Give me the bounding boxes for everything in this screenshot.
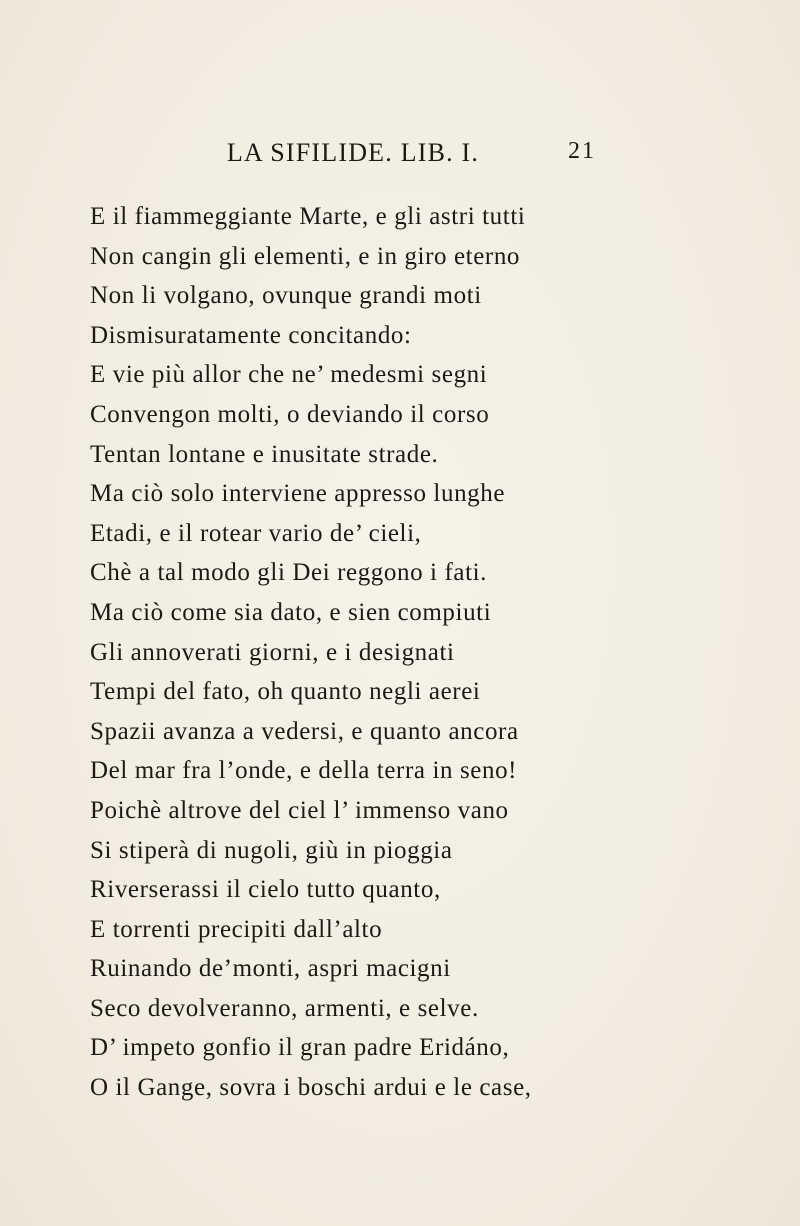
verse-line: Riverserassi il cielo tutto quanto, (90, 876, 441, 904)
verse-line: D’ impeto gonfio il gran padre Eridáno, (90, 1034, 510, 1062)
verse-line: O il Gange, sovra i boschi ardui e le case, (90, 1074, 532, 1102)
verse-line: Ma ciò solo interviene appresso lunghe (90, 480, 506, 508)
verse-line: E vie più allor che ne’ medesmi segni (90, 361, 488, 389)
verse-line: Gli annoverati giorni, e i designati (90, 638, 455, 666)
verse-line: Poichè altrove del ciel l’ immenso vano (90, 796, 509, 824)
verse-line: Tempi del fato, oh quanto negli aerei (90, 678, 481, 706)
verse-line: Convengon molti, o deviando il corso (90, 400, 490, 428)
verse-line: Del mar fra l’onde, e della terra in seno! (90, 757, 518, 785)
verse-line: E il fiammeggiante Marte, e gli astri tutti (90, 203, 526, 230)
verse-line: Non cangin gli elementi, e in giro eterno (90, 242, 521, 270)
running-title: LA SIFILIDE. LIB. I. (226, 138, 480, 167)
poem-text (90, 197, 780, 1108)
verse-line: Etadi, e il rotear vario de’ cieli, (90, 519, 422, 547)
verse-line: E torrenti precipiti dall’alto (90, 915, 383, 943)
verse-line: Chè a tal modo gli Dei reggono i fati. (90, 559, 488, 587)
verse-line: Spazii avanza a vedersi, e quanto ancora (90, 717, 519, 745)
verse-line: Si stiperà di nugoli, giù in pioggia (90, 836, 453, 864)
verse-line: Non li volgano, ovunque grandi moti (90, 282, 482, 310)
page-number: 21 (568, 138, 596, 164)
verse-line: Seco devolveranno, armenti, e selve. (90, 994, 479, 1022)
verse-line: Ruinando de’monti, aspri macigni (90, 955, 451, 983)
verse-line: Tentan lontane e inusitate strade. (90, 440, 439, 468)
verse-line: Dismisuratamente concitando: (90, 321, 412, 349)
running-head (0, 138, 800, 178)
verse-line: Ma ciò come sia dato, e sien compiuti (90, 598, 492, 626)
